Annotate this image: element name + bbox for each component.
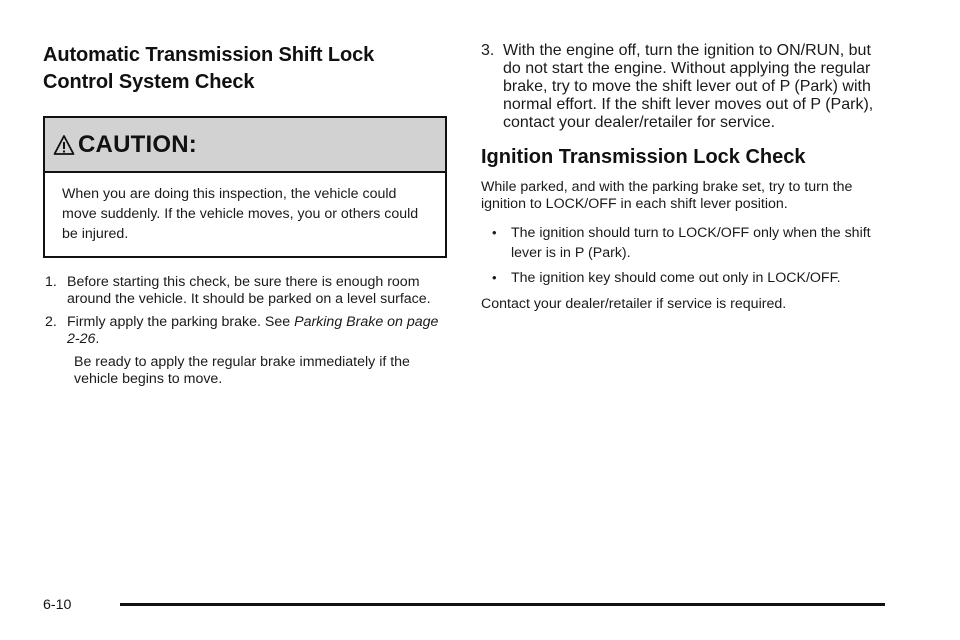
footer-divider (120, 603, 885, 606)
title-line-2: Control System Check (43, 71, 255, 93)
caution-text: When you are doing this inspection, the vehicle could move suddenly. If the vehicle moves, you or others could be injured. (62, 186, 419, 242)
step-number: 1. (45, 274, 57, 290)
closing-text: Contact your dealer/retailer if service is required. (481, 296, 787, 312)
caution-header (45, 118, 445, 173)
left-column (43, 42, 447, 388)
parking-brake-reference-link[interactable]: Parking Brake on page 2-26 (67, 314, 439, 347)
step-text: Before starting this check, be sure there is enough room around the vehicle. It should be parked on a level surface. (67, 274, 431, 307)
bullet-item (481, 223, 891, 263)
bullet-text: The ignition should turn to LOCK/OFF only when the shift lever is in P (Park). (511, 225, 871, 261)
title-line-1: Automatic Transmission Shift Lock (43, 44, 375, 66)
ignition-check-bullets (481, 223, 891, 288)
bullet-text: The ignition key should come out only in LOCK/OFF. (511, 270, 841, 286)
caution-box (43, 116, 447, 258)
step-3 (479, 42, 891, 132)
step-number: 3. (481, 42, 495, 59)
warning-triangle-icon (53, 134, 75, 156)
ignition-check-intro: While parked, and with the parking brake set, try to turn the ignition to LOCK/OFF in each shift lever position. (481, 179, 853, 212)
bullet-icon: • (492, 225, 497, 240)
step-text (67, 314, 447, 348)
bullet-item (481, 268, 891, 288)
step-number: 2. (45, 314, 57, 330)
step-2-note: Be ready to apply the regular brake immediately if the vehicle begins to move. (74, 354, 410, 387)
check-steps (43, 274, 447, 388)
step-2 (43, 314, 447, 348)
section-title-ignition-lock: Ignition Transmission Lock Check (481, 146, 806, 168)
page-number: 6-10 (43, 597, 72, 613)
right-column (481, 42, 891, 313)
step-text: With the engine off, turn the ignition to ON/RUN, but do not start the engine. Without applying the regular brake, try to move the shift lever out of P (Park) with normal effort. If the shift lever moves out of P (Park), contact your dealer/retailer for service. (503, 42, 874, 131)
step-text-before-link: Firmly apply the parking brake. See (67, 314, 295, 330)
step-text-after-link: . (95, 331, 100, 347)
step-1 (43, 274, 447, 308)
bullet-icon: • (492, 270, 497, 285)
caution-label: CAUTION: (78, 130, 197, 158)
section-title-shift-lock (43, 42, 447, 96)
